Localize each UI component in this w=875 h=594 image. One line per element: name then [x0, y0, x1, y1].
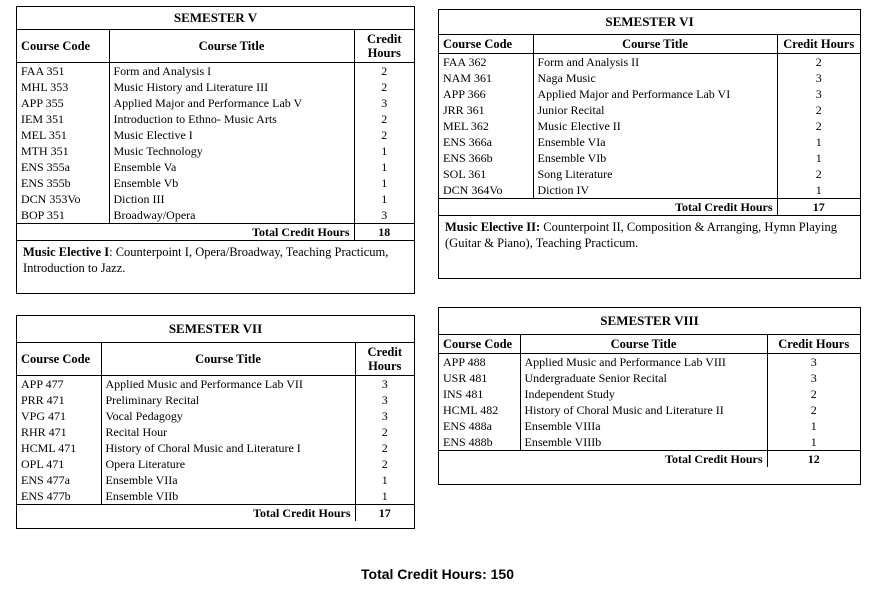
table-row: [439, 354, 860, 371]
total-row: [439, 451, 860, 468]
table-row: [17, 456, 414, 472]
total-label: Total Credit Hours: [439, 199, 777, 216]
credit-hours: 2: [381, 441, 388, 455]
course-code: VPG 471: [17, 408, 101, 424]
table-row: [17, 111, 414, 127]
course-code: APP 355: [17, 95, 109, 111]
course-code: USR 481: [439, 370, 520, 386]
course-title: Ensemble VIIa: [101, 472, 355, 488]
credit-hours: 1: [815, 183, 822, 197]
col-course-code: Course Code: [17, 343, 101, 376]
course-code: INS 481: [439, 386, 520, 402]
table-row: [17, 95, 414, 111]
credit-hours: 2: [815, 119, 822, 133]
course-code: ENS 355b: [17, 175, 109, 191]
course-code: ENS 477a: [17, 472, 101, 488]
credit-hours: 1: [815, 135, 822, 149]
col-course-title: Course Title: [520, 335, 767, 354]
total-row: [439, 199, 860, 216]
table-row: [439, 86, 860, 102]
col-credit-hours: Credit Hours: [354, 30, 414, 63]
course-title: Preliminary Recital: [101, 392, 355, 408]
table-row: [17, 143, 414, 159]
credit-hours: 2: [381, 112, 388, 126]
table-row: [17, 79, 414, 95]
table-row: [439, 134, 860, 150]
course-title: Introduction to Ethno- Music Arts: [109, 111, 354, 127]
table-row: [439, 434, 860, 451]
course-title: History of Choral Music and Literature I: [101, 440, 355, 456]
total-value: 17: [777, 199, 860, 216]
course-code: MHL 353: [17, 79, 109, 95]
course-title: Broadway/Opera: [109, 207, 354, 224]
course-table: [439, 335, 860, 467]
table-header: [439, 335, 860, 354]
col-credit-hours: Credit Hours: [777, 35, 860, 54]
course-table: [439, 35, 860, 215]
semester-viii-table: [438, 307, 861, 485]
course-title: Ensemble VIIIa: [520, 418, 767, 434]
table-row: [439, 402, 860, 418]
course-title: Form and Analysis II: [533, 54, 777, 71]
credit-hours: 2: [381, 128, 388, 142]
col-credit-hours: Credit Hours: [767, 335, 860, 354]
course-code: NAM 361: [439, 70, 533, 86]
course-code: ENS 488b: [439, 434, 520, 451]
course-table: [17, 343, 414, 521]
course-code: HCML 471: [17, 440, 101, 456]
table-row: [17, 424, 414, 440]
course-title: Vocal Pedagogy: [101, 408, 355, 424]
table-row: [17, 207, 414, 224]
credit-hours: 2: [815, 103, 822, 117]
course-title: Opera Literature: [101, 456, 355, 472]
table-row: [439, 386, 860, 402]
table-row: [17, 159, 414, 175]
total-label: Total Credit Hours: [17, 505, 355, 522]
course-title: Diction III: [109, 191, 354, 207]
course-table: [17, 30, 414, 240]
table-row: [439, 150, 860, 166]
course-code: JRR 361: [439, 102, 533, 118]
credit-hours: 3: [381, 377, 388, 391]
table-row: [17, 392, 414, 408]
table-row: [439, 182, 860, 199]
credit-hours: 2: [381, 425, 388, 439]
credit-hours: 2: [810, 387, 817, 401]
table-row: [439, 418, 860, 434]
semester-vii-table: [16, 315, 415, 529]
course-code: ENS 488a: [439, 418, 520, 434]
course-title: Music Technology: [109, 143, 354, 159]
credit-hours: 1: [381, 192, 388, 206]
semester-v-table: [16, 6, 415, 294]
credit-hours: 2: [815, 55, 822, 69]
course-title: Ensemble VIIIb: [520, 434, 767, 451]
table-row: [17, 472, 414, 488]
table-row: [17, 175, 414, 191]
course-title: Music Elective I: [109, 127, 354, 143]
table-row: [17, 191, 414, 207]
semester-title: SEMESTER VII: [17, 316, 414, 343]
table-row: [17, 408, 414, 424]
course-title: Form and Analysis I: [109, 63, 354, 80]
col-credit-hours: Credit Hours: [355, 343, 414, 376]
table-row: [17, 376, 414, 393]
col-course-title: Course Title: [101, 343, 355, 376]
credit-hours: 3: [810, 355, 817, 369]
credit-hours: 1: [815, 151, 822, 165]
col-course-title: Course Title: [109, 30, 354, 63]
course-code: APP 477: [17, 376, 101, 393]
total-value: 18: [354, 224, 414, 241]
course-title: Recital Hour: [101, 424, 355, 440]
credit-hours: 1: [381, 144, 388, 158]
course-title: Music History and Literature III: [109, 79, 354, 95]
credit-hours: 2: [381, 457, 388, 471]
course-code: MEL 362: [439, 118, 533, 134]
course-rows: [17, 376, 414, 505]
course-rows: [17, 63, 414, 224]
credit-hours: 3: [815, 87, 822, 101]
course-code: DCN 353Vo: [17, 191, 109, 207]
table-row: [439, 118, 860, 134]
course-code: BOP 351: [17, 207, 109, 224]
course-code: RHR 471: [17, 424, 101, 440]
credit-hours: 3: [381, 96, 388, 110]
course-code: FAA 351: [17, 63, 109, 80]
course-code: MEL 351: [17, 127, 109, 143]
course-title: Naga Music: [533, 70, 777, 86]
course-title: Ensemble VIIb: [101, 488, 355, 505]
elective-note-text: Counterpoint II, Composition & Arranging, Hymn Playing (Guitar & Piano), Teaching Practicum.: [445, 220, 837, 250]
total-row: [17, 505, 414, 522]
col-course-code: Course Code: [439, 35, 533, 54]
semester-title: SEMESTER VIII: [439, 308, 860, 335]
semester-vi-table: [438, 9, 861, 279]
elective-note: [439, 215, 860, 254]
total-label: Total Credit Hours: [17, 224, 354, 241]
course-code: ENS 366a: [439, 134, 533, 150]
course-code: MTH 351: [17, 143, 109, 159]
table-row: [17, 127, 414, 143]
credit-hours: 2: [810, 403, 817, 417]
semester-title: SEMESTER V: [17, 7, 414, 30]
course-code: ENS 355a: [17, 159, 109, 175]
table-header: [17, 30, 414, 63]
course-title: Undergraduate Senior Recital: [520, 370, 767, 386]
total-value: 17: [355, 505, 414, 522]
credit-hours: 1: [381, 176, 388, 190]
course-code: HCML 482: [439, 402, 520, 418]
credit-hours: 3: [381, 208, 388, 222]
semester-title: SEMESTER VI: [439, 10, 860, 35]
table-row: [17, 63, 414, 80]
course-code: APP 366: [439, 86, 533, 102]
elective-note: [17, 240, 414, 279]
course-title: Junior Recital: [533, 102, 777, 118]
credit-hours: 3: [810, 371, 817, 385]
elective-note-label: Music Elective I: [23, 245, 110, 259]
course-title: Ensemble VIb: [533, 150, 777, 166]
course-title: Music Elective II: [533, 118, 777, 134]
course-title: Independent Study: [520, 386, 767, 402]
credit-hours: 1: [810, 435, 817, 449]
course-rows: [439, 354, 860, 451]
total-row: [17, 224, 414, 241]
table-row: [439, 102, 860, 118]
grand-total: Total Credit Hours: 150: [361, 566, 514, 582]
course-code: PRR 471: [17, 392, 101, 408]
course-code: ENS 366b: [439, 150, 533, 166]
credit-hours: 2: [381, 80, 388, 94]
table-row: [439, 370, 860, 386]
course-title: History of Choral Music and Literature II: [520, 402, 767, 418]
total-value: 12: [767, 451, 860, 468]
table-row: [17, 488, 414, 505]
course-title: Applied Music and Performance Lab VII: [101, 376, 355, 393]
table-row: [439, 54, 860, 71]
course-code: APP 488: [439, 354, 520, 371]
course-code: IEM 351: [17, 111, 109, 127]
course-title: Song Literature: [533, 166, 777, 182]
table-row: [17, 440, 414, 456]
table-header: [17, 343, 414, 376]
col-course-code: Course Code: [17, 30, 109, 63]
course-title: Diction IV: [533, 182, 777, 199]
course-title: Ensemble Vb: [109, 175, 354, 191]
course-title: Ensemble Va: [109, 159, 354, 175]
credit-hours: 1: [381, 160, 388, 174]
credit-hours: 3: [381, 393, 388, 407]
table-header: [439, 35, 860, 54]
course-title: Applied Major and Performance Lab V: [109, 95, 354, 111]
credit-hours: 1: [381, 489, 388, 503]
table-row: [439, 70, 860, 86]
credit-hours: 1: [381, 473, 388, 487]
course-code: DCN 364Vo: [439, 182, 533, 199]
course-title: Ensemble VIa: [533, 134, 777, 150]
course-title: Applied Major and Performance Lab VI: [533, 86, 777, 102]
course-title: Applied Music and Performance Lab VIII: [520, 354, 767, 371]
total-label: Total Credit Hours: [439, 451, 767, 468]
col-course-title: Course Title: [533, 35, 777, 54]
course-code: OPL 471: [17, 456, 101, 472]
table-row: [439, 166, 860, 182]
col-course-code: Course Code: [439, 335, 520, 354]
course-code: ENS 477b: [17, 488, 101, 505]
credit-hours: 1: [810, 419, 817, 433]
elective-note-label: Music Elective II:: [445, 220, 541, 234]
credit-hours: 2: [381, 64, 388, 78]
course-rows: [439, 54, 860, 199]
credit-hours: 2: [815, 167, 822, 181]
credit-hours: 3: [815, 71, 822, 85]
course-code: SOL 361: [439, 166, 533, 182]
elective-note-text: : Counterpoint I, Opera/Broadway, Teaching Practicum, Introduction to Jazz.: [23, 245, 389, 275]
course-code: FAA 362: [439, 54, 533, 71]
credit-hours: 3: [381, 409, 388, 423]
